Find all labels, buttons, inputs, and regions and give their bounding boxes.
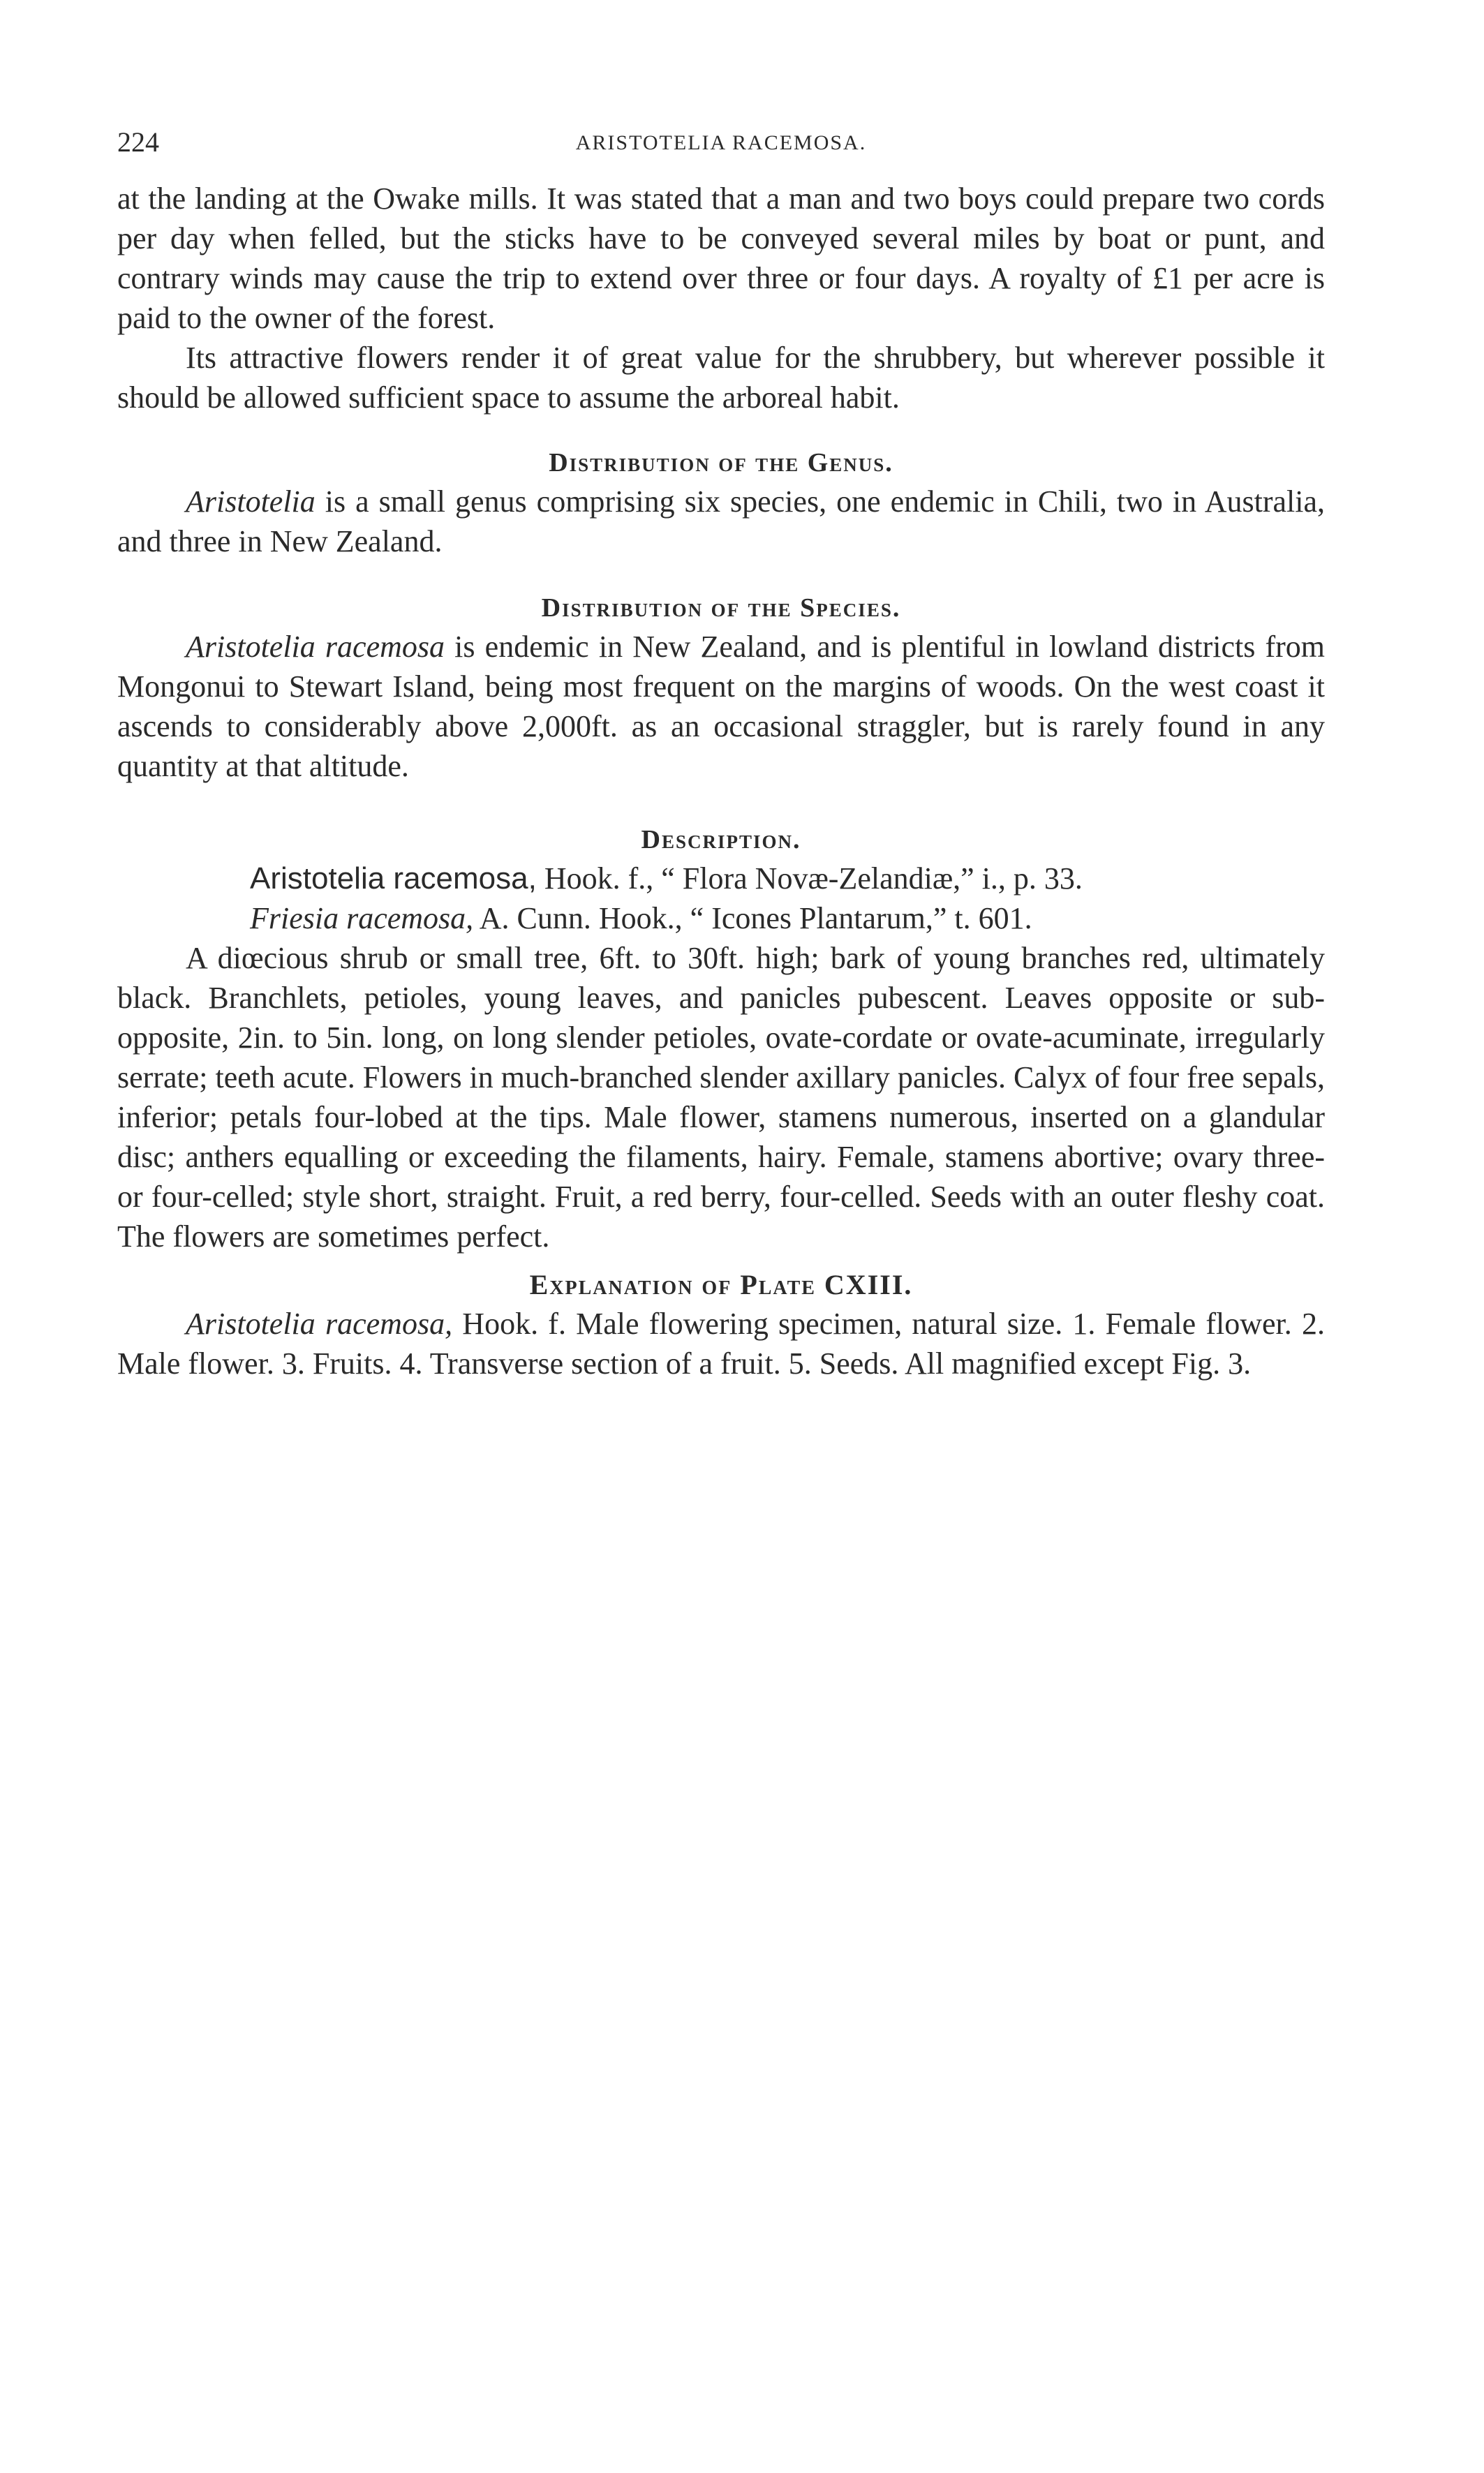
heading-explanation-plate: Explanation of Plate CXIII. <box>529 1269 913 1300</box>
species-distribution-paragraph <box>117 627 1325 786</box>
description-paragraph: A diœcious shrub or small tree, 6ft. to 30ft. high; bark of young branches red, ultimately black. Branchlets, petioles, young leaves, and panicles pubescent. Leaves opposite or sub-opposite, 2in. to 5in. long, on long slender petioles, ovate-cordate or ovate-acuminate, irregularly serrate; teeth acute. Flowers in much-branched slender axillary panicles. Calyx of four free sepals, inferior; petals four-lobed at the tips. Male flower, stamens numerous, inserted on a glandular disc; anthers equalling or exceeding the filaments, hairy. Female, stamens abortive; ovary three- or four-celled; style short, straight. Fruit, a red berry, four-celled. Seeds with an outer fleshy coat. The flowers are sometimes perfect. <box>117 941 1325 1254</box>
citation-name: Aristotelia racemosa, <box>250 861 537 896</box>
description-citation <box>250 859 1325 898</box>
genus-name: Aristotelia <box>186 484 316 519</box>
synonym-name: Friesia racemosa, <box>250 901 474 935</box>
running-head <box>117 126 1325 174</box>
explanation-species-name: Aristotelia racemosa, <box>186 1307 453 1341</box>
description-synonym <box>250 898 1325 938</box>
explanation-paragraph <box>117 1304 1325 1383</box>
intro-paragraph-shrubbery: Its attractive flowers render it of great value for the shrubbery, but wherever possible it should be allowed sufficient space to assume the arboreal habit. <box>117 341 1325 415</box>
genus-distribution-paragraph <box>117 482 1325 561</box>
heading-distribution-genus: Distribution of the Genus. <box>549 448 893 477</box>
citation-reference: Hook. f., “ Flora Novæ-Zelandiæ,” i., p. 33. <box>544 861 1083 896</box>
heading-distribution-species: Distribution of the Species. <box>541 593 901 623</box>
synonym-reference: A. Cunn. Hook., “ Icones Plantarum,” t. 601. <box>479 901 1032 935</box>
running-title: ARISTOTELIA RACEMOSA. <box>575 131 867 154</box>
intro-paragraph-continued: at the landing at the Owake mills. It was stated that a man and two boys could prepare two cords per day when felled, but the sticks have to be conveyed several miles by boat or punt, and contrary winds may cause the trip to extend over three or four days. A royalty of £1 per acre is paid to the owner of the forest. <box>117 181 1325 335</box>
species-distribution-text: is endemic in New Zealand, and is plentiful in lowland districts from Mongonui to Stewart Island, being most frequent on the margins of woods. On the west coast it ascends to considerably above 2,000ft. as an occasional straggler, but is rarely found in any quantity at that altitude. <box>117 630 1326 783</box>
explanation-text: Hook. f. Male flowering specimen, natural size. 1. Female flower. 2. Male flower. 3. Fruits. 4. Transverse section of a fruit. 5. Seeds. All magnified except Fig. 3. <box>117 1307 1325 1381</box>
page-number: 224 <box>117 126 159 158</box>
book-page <box>117 126 1325 1383</box>
genus-distribution-text: is a small genus comprising six species, one endemic in Chili, two in Australia, and three in New Zealand. <box>117 484 1326 558</box>
species-name: Aristotelia racemosa <box>186 630 445 664</box>
heading-description: Description. <box>641 825 801 854</box>
